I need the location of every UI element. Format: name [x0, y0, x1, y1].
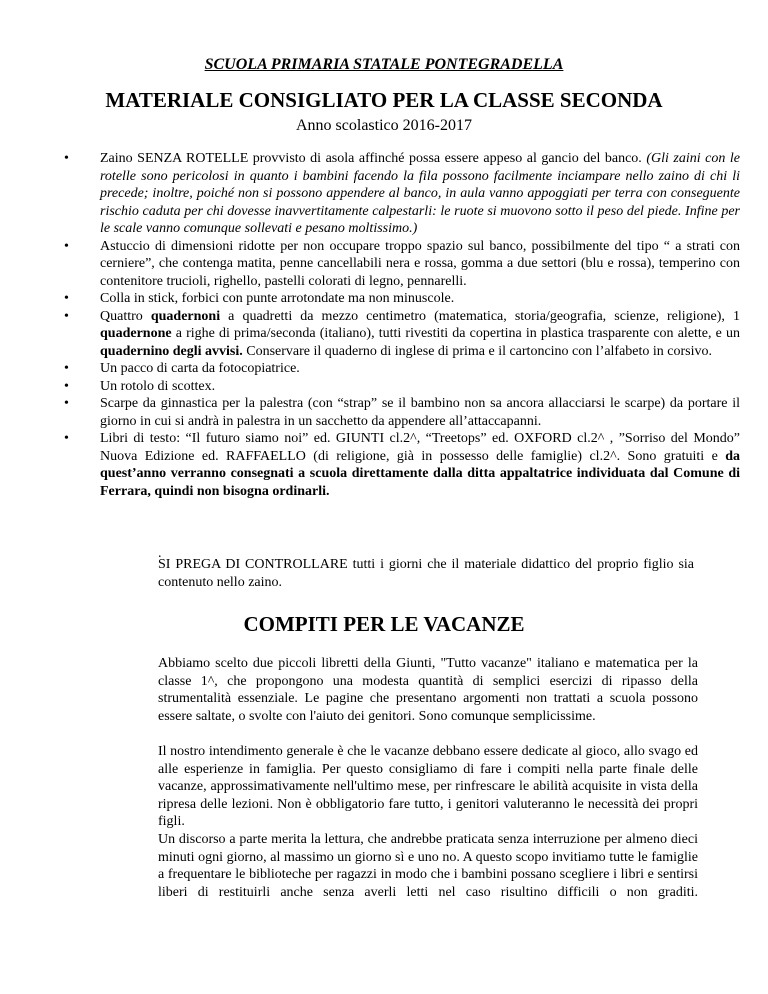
list-item-quaderni — [100, 308, 740, 361]
page-title: MATERIALE CONSIGLIATO PER LA CLASSE SECONDA — [105, 88, 663, 112]
list-item-scarpe — [100, 395, 740, 430]
quadernino-avvisi-bold: quadernino degli avvisi. — [100, 343, 243, 359]
scarpe-text: Scarpe da ginnastica per la palestra (con “strap” se il bambino non sa ancora allacciarsi le scarpe) da portare il giorno in cui si andrà in palestra in un sacchetto da appendere all’attaccapanni. — [100, 396, 740, 429]
stray-dot: . — [158, 546, 162, 561]
libri-text: Libri di testo: “Il futuro siamo noi” ed. GIUNTI cl.2^, “Treetops” ed. OXFORD cl.2^ , ”Sorriso del Mondo” Nuova Edizione ed. RAFFAELLO (di religione, già in possesso delle famiglie) cl.2^. Sono gratuiti e — [100, 431, 740, 464]
materials-list — [60, 150, 740, 500]
section-title-vacanze: COMPITI PER LE VACANZE — [243, 612, 525, 636]
astuccio-text: Astuccio di dimensioni ridotte per non occupare troppo spazio sul banco, possibilmente del tipo “ a strati con cerniere”, che contenga matita, penne cancellabili nera e rossa, gomma a due settori (blu e rossa), temperino con contenitore trucioli, righello, pastelli colorati di legno, pennarelli. — [100, 238, 740, 289]
colla-text: Colla in stick, forbici con punte arrotondate ma non minuscole. — [100, 291, 455, 306]
zaino-text: Zaino SENZA ROTELLE provvisto di asola affinché possa essere appeso al gancio del banco. — [100, 151, 647, 166]
list-item-libri — [100, 430, 740, 500]
libri-bold: da quest’anno verranno consegnati a scuola direttamente dalla ditta appaltatrice individuata dal Comune di Ferrara, quindi non bisogna ordinarli. — [100, 448, 740, 499]
list-item-astuccio — [100, 238, 740, 291]
vacanze-paragraph-3-text: Un discorso a parte merita la lettura, che andrebbe praticata senza interruzione per almeno dieci minuti ogni giorno, al massimo un giorno sì e uno no. A questo scopo invitiamo tutte le famiglie a frequentare le biblioteche per ragazzi in modo che i bambini possano scegliere i libri e sentirsi liberi di restituirli anche senza averli letti nel caso risultino difficili o non graditi. — [158, 832, 698, 900]
list-item-carta — [100, 360, 740, 378]
vacanze-paragraph-1: Abbiamo scelto due piccoli libretti della Giunti, "Tutto vacanze" italiano e matematica per la classe 1^, che propongono una modesta quantità di semplici esercizi di ripasso della strumentalità essenziale. Le pagine che presentano argomenti non trattati a scuola possono essere saltate, o svolte con l'aiuto dei genitori. Sono comunque semplicissime. — [158, 656, 698, 724]
list-item-colla — [100, 290, 740, 308]
carta-text: Un pacco di carta da fotocopiatrice. — [100, 361, 300, 376]
list-item-scottex — [100, 378, 740, 396]
quaderni-text-1: Quattro — [100, 308, 151, 324]
vacanze-paragraph-3 — [158, 831, 698, 901]
scottex-text: Un rotolo di scottex. — [100, 378, 216, 394]
quaderni-text-4: Conservare il quaderno di inglese di prima e il cartoncino con l’alfabeto in corsivo. — [242, 343, 713, 359]
quadernoni-bold: quadernoni — [150, 308, 221, 324]
notice-line-2: contenuto nello zaino. — [158, 575, 283, 590]
quaderni-text-3: a righe di prima/seconda (italiano), tutti rivestiti da copertina in plastica trasparente con alette, e un — [171, 326, 740, 341]
school-name: SCUOLA PRIMARIA STATALE PONTEGRADELLA — [204, 56, 564, 73]
notice-paragraph — [158, 556, 694, 592]
school-year: Anno scolastico 2016-2017 — [296, 117, 472, 134]
vacanze-paragraph-2: Il nostro intendimento generale è che le vacanze debbano essere dedicate al gioco, allo svago ed alle esperienze in famiglia. Per questo consigliamo di fare i compiti nella parte finale delle vacanze, approssimativamente nell'ultimo mese, per rinfrescare le abilità acquisite in vista della ripresa delle lezioni. Non è obbligatorio fare tutto, i genitori valuteranno le necessità dei propri figli. — [158, 744, 698, 829]
notice-line-1: SI PREGA DI CONTROLLARE tutti i giorni che il materiale didattico del proprio figlio sia — [158, 557, 694, 572]
quaderni-text-2: a quadretti da mezzo centimetro (matematica, storia/geografia, scienze, religione), 1 — [220, 308, 740, 324]
zaino-note: (Gli zaini con le rotelle sono pericolosi in quanto i bambini facendo la fila possono facilmente inciampare nello zaino di chi li precede; inoltre, poiché non si possono appendere al banco, in aula vanno appoggiati per terra con conseguente rischio caduta per chi dovesse inavvertitamente calpestarli: le ruote si muovono sotto il peso del piede. Infine per le scale vanno comunque sollevati e pesano moltissimo.) — [100, 151, 740, 236]
quadernone-bold: quadernone — [100, 326, 172, 341]
list-item-zaino — [100, 150, 740, 238]
